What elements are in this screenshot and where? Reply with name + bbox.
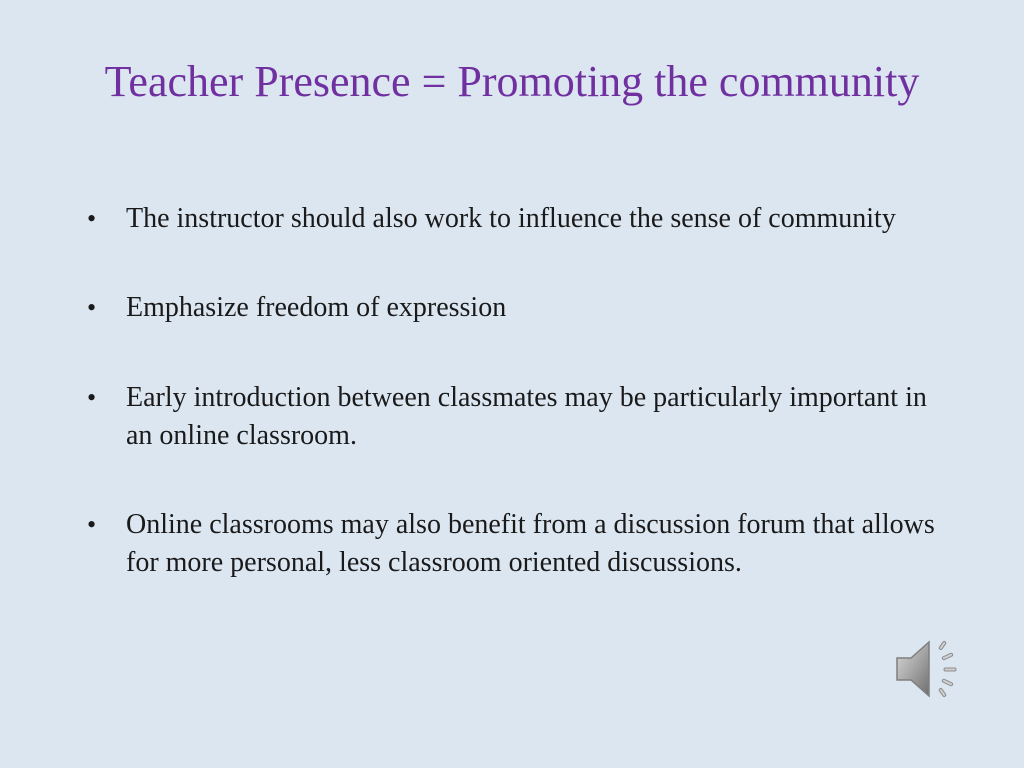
bullet-marker: • — [87, 293, 97, 322]
speaker-icon[interactable] — [893, 636, 965, 702]
slide-title: Teacher Presence = Promoting the community — [104, 57, 920, 106]
bullet-text: Early introduction between classmates may be particularly important in an online classroom. — [126, 382, 927, 451]
bullet-list — [85, 200, 955, 633]
bullet-marker: • — [87, 204, 97, 233]
bullet-text: Emphasize freedom of expression — [126, 292, 507, 323]
bullet-marker: • — [87, 383, 97, 412]
bullet-text: Online classrooms may also benefit from a discussion forum that allows for more personal, less classroom oriented discussions. — [126, 509, 935, 578]
list-item — [85, 200, 955, 238]
list-item — [85, 379, 955, 455]
list-item — [85, 289, 955, 327]
bullet-text: The instructor should also work to influence the sense of community — [126, 203, 896, 234]
list-item — [85, 506, 955, 582]
bullet-marker: • — [87, 510, 97, 539]
